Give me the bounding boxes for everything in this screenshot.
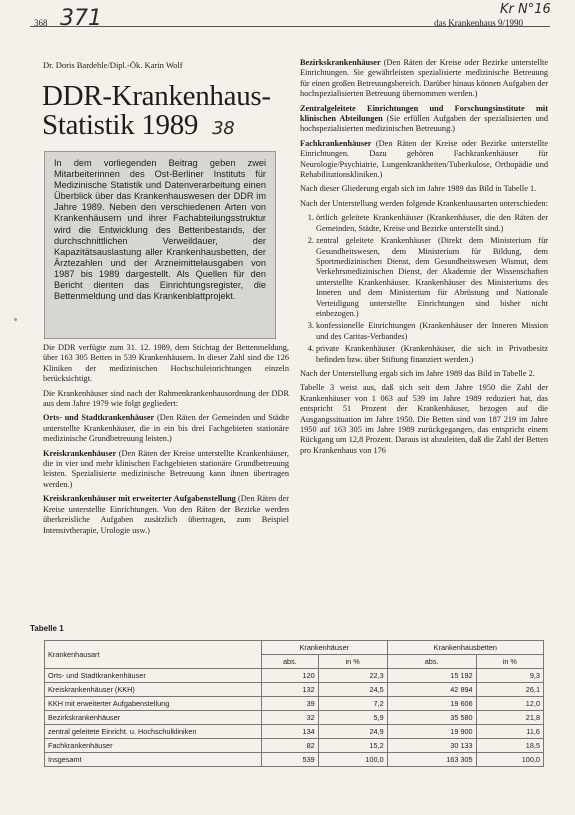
handwritten-page-number: 371 — [60, 6, 102, 31]
hole-punch-mark — [14, 318, 17, 321]
definition: (Den Räten der Kreise oder Bezirke unterstellte Einrichtungen. Sie gewährleisten spezialisierte medizinische Betreuung für einen großen Betreuungsbereich. Darüber hinaus können Aufgaben der hochspezialisierten Betreuung übernommen werden.) — [300, 58, 548, 99]
left-column — [43, 343, 289, 540]
handwritten-corner-note: Kr N°16 — [500, 2, 551, 17]
cell: 12,0 — [476, 697, 543, 711]
row-name: KKH mit erweiterter Aufgabenstellung — [45, 697, 262, 711]
table-row — [45, 725, 544, 739]
definition: (Den Räten der Kreise oder Bezirke unterstellte Einrichtungen. Dazu gehören Fachkrankenhäuser für Neurologie/Psychiatrie, Lungenkrankheiten/Tuberkulose, Orthopädie und Rehabilitationskliniken.) — [300, 138, 548, 180]
title-line-2-text: Statistik 1989 — [42, 109, 199, 141]
column-group-beds: Krankenhausbetten — [387, 641, 543, 655]
journal-reference: das Krankenhaus 9/1990 — [434, 18, 523, 28]
table-row — [45, 669, 544, 683]
paragraph: Nach dieser Gliederung ergab sich im Jahre 1989 das Bild in Tabelle 1. — [300, 184, 537, 194]
cell: 24,5 — [318, 683, 387, 697]
cell: 120 — [262, 669, 319, 683]
article-authors: Dr. Doris Bardehle/Dipl.-Ök. Karin Wolf — [43, 60, 183, 70]
definition: (Sie erfüllen Aufgaben der spezialisierten und hochspezialisierten medizinischen Betreuung.) — [300, 114, 549, 134]
cell: 26,1 — [476, 683, 543, 697]
handwritten-title-note: 38 — [212, 118, 235, 139]
cell: 9,3 — [476, 669, 543, 683]
term: Bezirkskrankenhäuser — [300, 58, 381, 67]
table-label: Tabelle 1 — [30, 624, 64, 633]
page-number: 368 — [34, 18, 48, 28]
cell: 134 — [262, 725, 319, 739]
subheader-abs: abs. — [262, 655, 319, 669]
cell: 132 — [262, 683, 319, 697]
title-line-2 — [42, 111, 271, 143]
cell: 15 192 — [387, 669, 476, 683]
cell: 82 — [262, 739, 319, 753]
term: Zentralgeleitete Einrichtungen und Forschungsinstitute mit klinischen Abteilungen — [300, 103, 548, 124]
list-item: 4. private Krankenhäuser (Krankenhäuser, die sich in Privatbesitz befinden bzw. über Stiftung finanziert werden.) — [316, 344, 548, 365]
paragraph — [300, 139, 548, 181]
cell: 7,2 — [318, 697, 387, 711]
cell: 30 133 — [387, 739, 476, 753]
paragraph: Nach der Unterstellung ergab sich im Jahre 1989 das Bild in Tabelle 2. — [300, 368, 535, 378]
article-title — [42, 82, 271, 143]
row-name: Fachkrankenhäuser — [45, 739, 262, 753]
table-row — [45, 683, 544, 697]
paragraph: Tabelle 3 weist aus, daß sich seit dem Jahre 1950 die Zahl der Krankenhäuser von 1 063 auf 539 im Jahre 1989 reduziert hat, das entspricht 51 Prozent der Krankenhäuser, bezogen auf die Ausgangssituation im Jahre 1950. Die Betten sind von 187 219 im Jahre 1950 auf 163 305 im Jahre 1989 zurückgegangen, das entspricht einem Rückgang um 12,8 Prozent. Daraus ist abzuleiten, daß die Zahl der Betten pro Krankenhaus von 176 — [300, 383, 548, 455]
cell: 18,5 — [476, 739, 543, 753]
row-name: zentral geleitete Einricht. u. Hochschulkliniken — [45, 725, 262, 739]
list-item: 1. örtlich geleitete Krankenhäuser (Krankenhäuser, die den Räten der Gemeinden, Städte, Kreise und Bezirke unterstellt sind.) — [316, 213, 548, 234]
row-name: Insgesamt — [45, 753, 262, 767]
cell: 39 — [262, 697, 319, 711]
header-rule — [30, 26, 550, 27]
cell: 42 894 — [387, 683, 476, 697]
term: Fachkrankenhäuser — [300, 138, 372, 148]
term: Kreiskrankenhäuser — [43, 448, 117, 458]
table-row — [45, 739, 544, 753]
paragraph — [43, 494, 289, 536]
subheader-pct: in % — [318, 655, 387, 669]
definition: (Den Räten der Kreise unterstellte Krankenhäuser, die in vier und mehr klinischen Fachgebieten stationäre Grundbetreuung leisten. Spezialisierte medizinische Betreuung kann ihnen übertragen werden.) — [43, 448, 289, 489]
cell: 5,9 — [318, 711, 387, 725]
column-header-type: Krankenhausart — [45, 641, 262, 669]
cell: 19 900 — [387, 725, 476, 739]
cell: 100,0 — [318, 753, 387, 767]
cell: 22,3 — [318, 669, 387, 683]
cell: 21,8 — [476, 711, 543, 725]
table-header-row — [45, 641, 544, 655]
cell: 24,9 — [318, 725, 387, 739]
right-column — [300, 58, 548, 460]
column-group-hospitals: Krankenhäuser — [262, 641, 388, 655]
paragraph: Nach der Unterstellung werden folgende Krankenhausarten unterschieden: — [300, 198, 548, 208]
cell: 32 — [262, 711, 319, 725]
cell: 19 606 — [387, 697, 476, 711]
title-line-1: DDR-Krankenhaus- — [42, 80, 271, 112]
subheader-abs: abs. — [387, 655, 476, 669]
cell: 539 — [262, 753, 319, 767]
cell: 100,0 — [476, 753, 543, 767]
list-item: 2. zentral geleitete Krankenhäuser (Direkt dem Ministerium für Gesundheitswesen, dem Ministerium für Bildung, dem Sportmedizinischen Dienst, dem Gesundheitswesen Wismut, dem Verkehrsmedizinischen Dienst, der Akademie der Wissenschaften unterstellte Krankenhäuser. Krankenhäuser des Ministeriums des Inneren und dem Ministerium für Abrüstung und Nationale Verteidigung unterstellte Einrichtungen sind bisher nicht einbezogen.) — [316, 236, 548, 319]
term: Orts- und Stadtkrankenhäuser — [43, 413, 155, 423]
paragraph — [43, 413, 289, 444]
cell: 163 305 — [387, 753, 476, 767]
row-name: Orts- und Stadtkrankenhäuser — [45, 669, 262, 683]
cell: 15,2 — [318, 739, 387, 753]
cell: 35 580 — [387, 711, 476, 725]
subheader-pct: in % — [476, 655, 543, 669]
paragraph — [300, 104, 548, 135]
list-item: 3. konfessionelle Einrichtungen (Krankenhäuser der Inneren Mission und des Caritas-Verbandes) — [316, 321, 548, 342]
paragraph: Die DDR verfügte zum 31. 12. 1989, dem Stichtag der Bettenmeldung, über 163 305 Betten in 539 Krankenhäusern. In dieser Zahl sind die 126 Kliniken der medizinischen Hochschuleinrichtungen einzeln berücksichtigt. — [43, 343, 289, 384]
row-name: Kreiskrankenhäuser (KKH) — [45, 683, 262, 697]
paragraph: Die Krankenhäuser sind nach der Rahmenkrankenhausordnung der DDR aus dem Jahre 1979 wie folgt gegliedert: — [43, 388, 289, 409]
definition: (Den Räten der Gemeinden und Städte unterstellte Krankenhäuser, die in ein bis drei Fachgebieten stationäre medizinische Grundbetreuung leisten.) — [43, 413, 290, 444]
paragraph — [43, 449, 289, 491]
table-total-row — [45, 753, 544, 767]
table-row — [45, 697, 544, 711]
table-row — [45, 711, 544, 725]
row-name: Bezirkskrankenhäuser — [45, 711, 262, 725]
term: Kreiskrankenhäuser mit erweiterter Aufgabenstellung — [43, 494, 236, 504]
hospital-table — [44, 640, 544, 767]
cell: 11,6 — [476, 725, 543, 739]
ownership-list — [300, 213, 548, 365]
definition: (Den Räten der Kreise unterstellte Einrichtungen. Von den Räten der Bezirke werden überkreisliche Aufgaben zusätzlich übertragen, zum Beispiel Intensivtherapie, Urologie usw.) — [43, 494, 289, 535]
paragraph — [300, 58, 548, 100]
abstract-box: In dem vorliegenden Beitrag geben zwei Mitarbeiterinnen des Ost-Berliner Instituts für Medizinische Statistik und Datenverarbeitung einen Überblick über das Krankenhauswesen der DDR im Jahre 1989. Neben den verschiedenen Arten von Krankenhäusern und ihrer Fachabteilungsstruktur wird die Entwicklung des Bettenbestands, der durchschnittlichen Verweildauer, der Kapazitätsauslastung aller Krankenhausbetten, der Ärztezahlen und der Arzneimittelausgaben von 1987 bis 1989 dargestellt. Als Quellen für den Bericht dienten das Einrichtungsregister, die Bettenmeldung und das Krankenblattprojekt. — [44, 151, 276, 339]
